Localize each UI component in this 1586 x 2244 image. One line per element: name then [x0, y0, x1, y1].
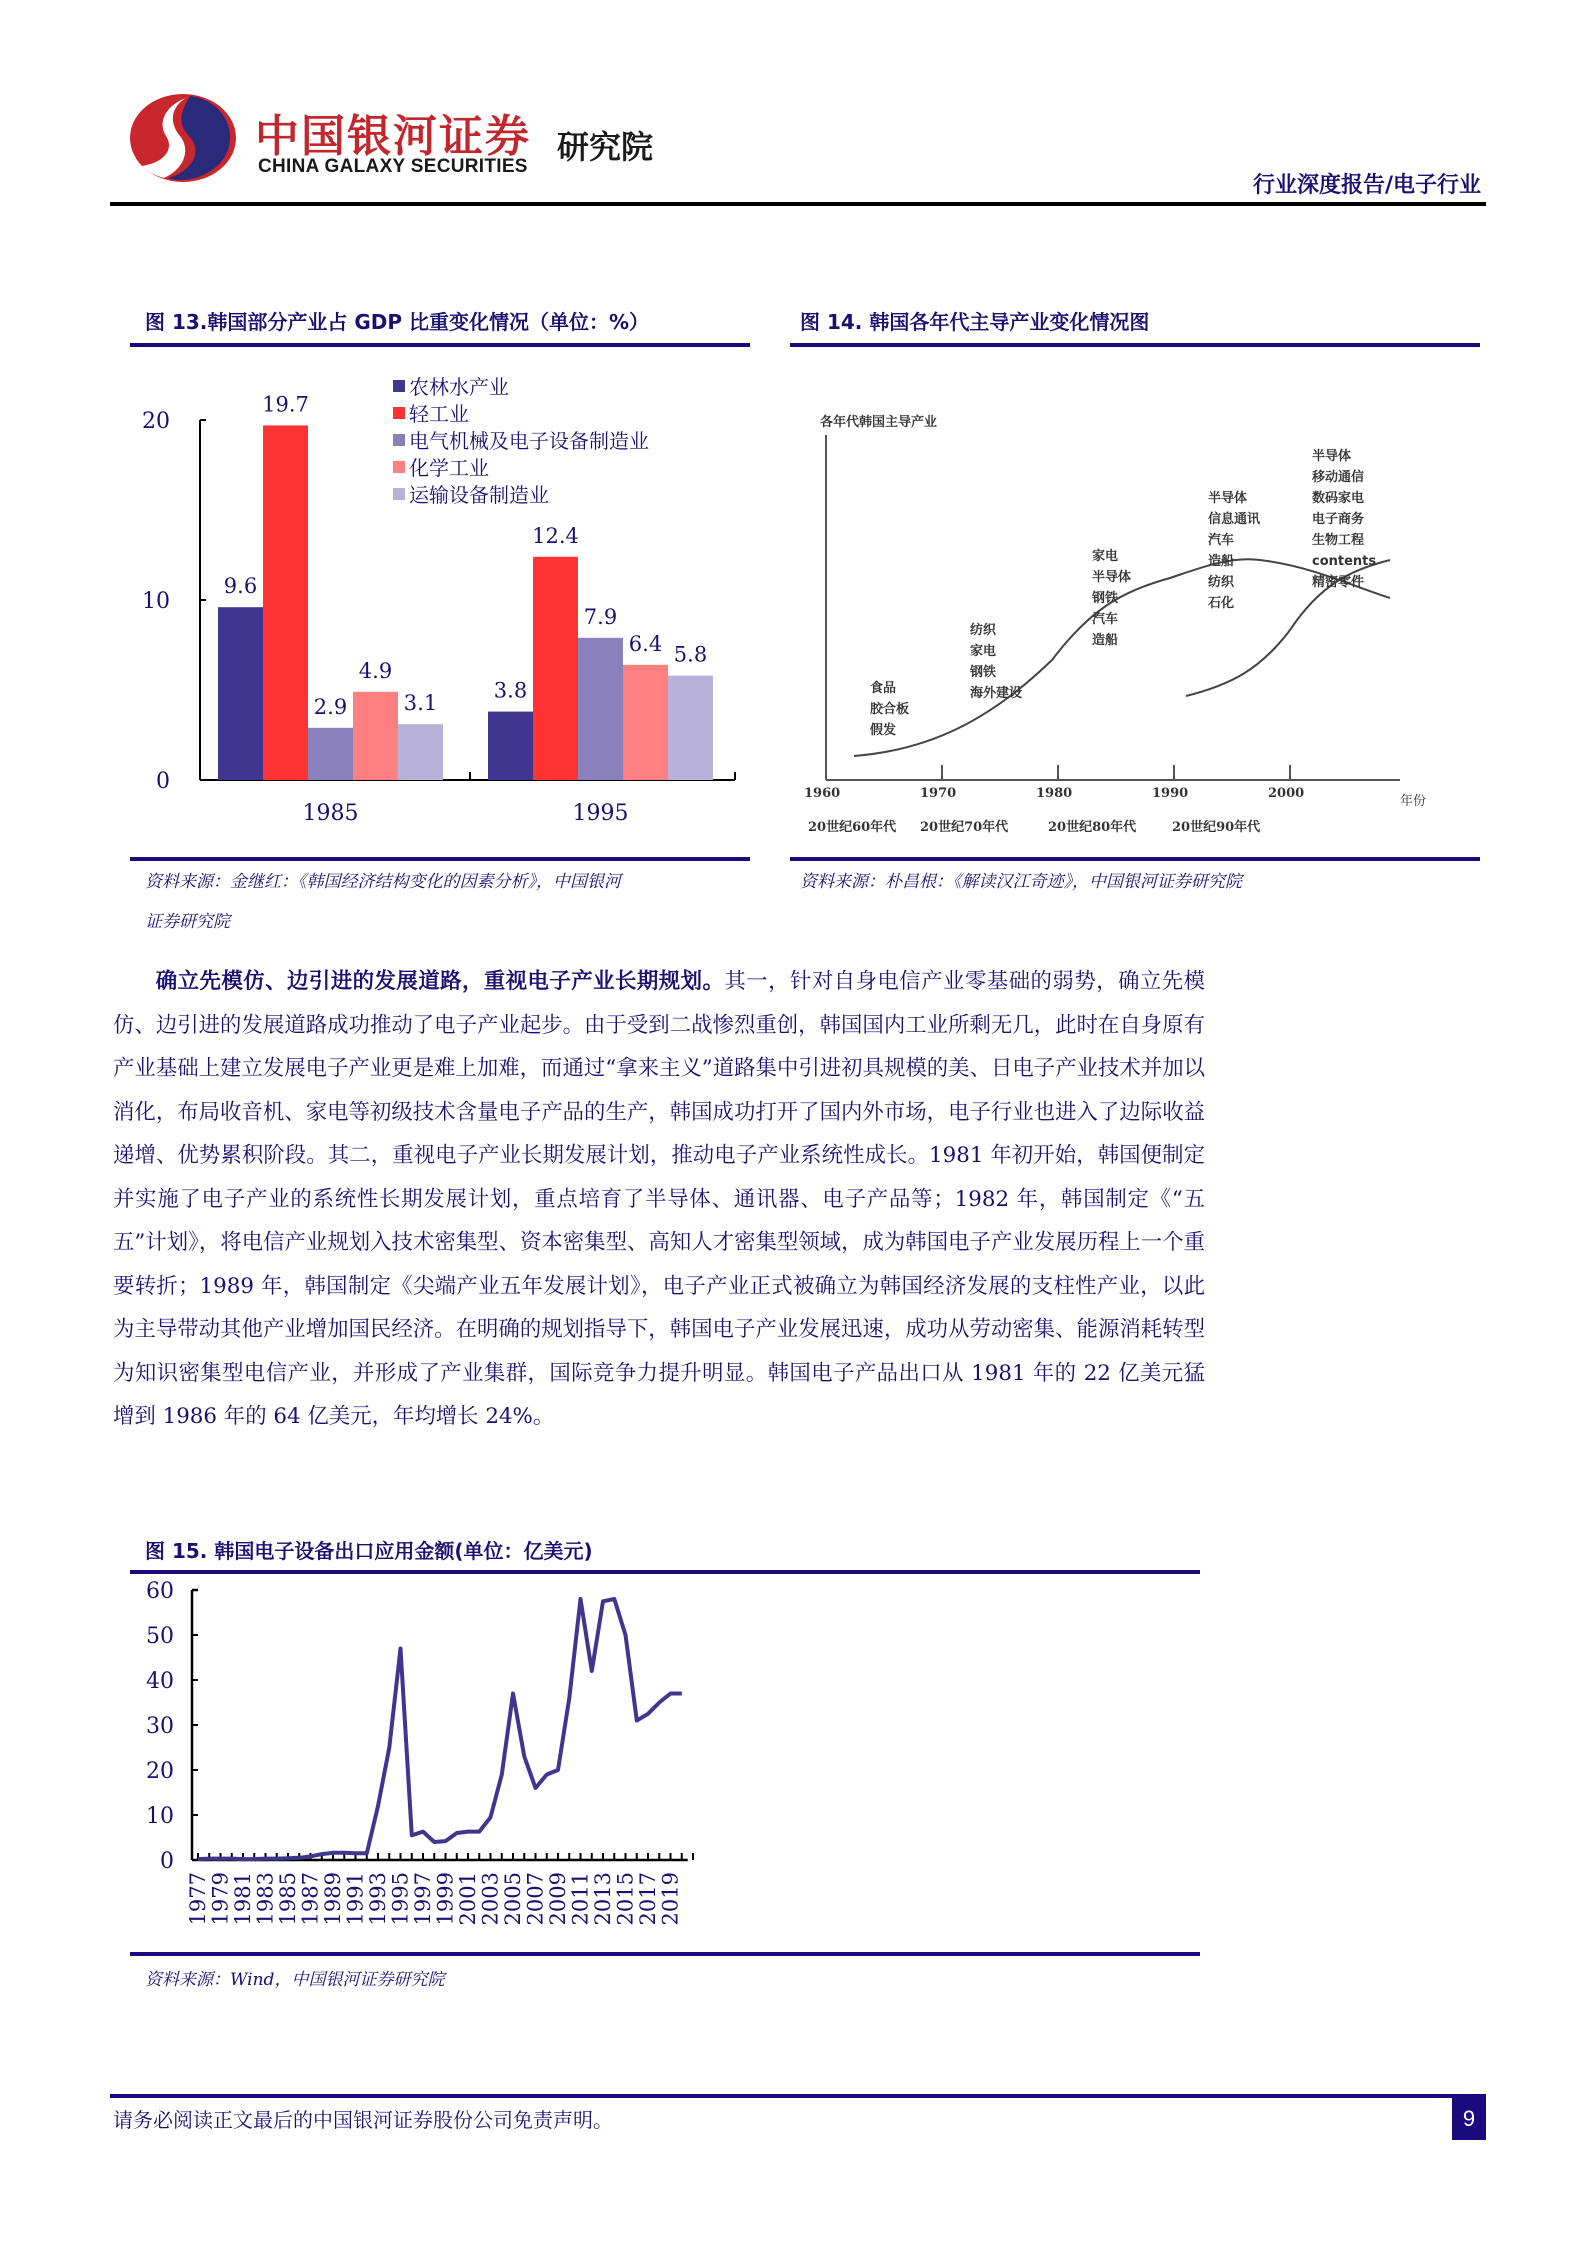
- legend-label: 农林水产业: [409, 375, 509, 399]
- bar: [668, 676, 713, 780]
- x-tick-label: 1970: [920, 786, 957, 801]
- bar-value-label: 12.4: [532, 523, 579, 548]
- bar: [533, 557, 578, 780]
- footer-disclaimer: 请务必阅读正文最后的中国银河证券股份公司免责声明。: [113, 2108, 613, 2132]
- figure13-source-rule: [130, 857, 750, 861]
- x-category-label: 1985: [302, 801, 359, 826]
- legend-item: [393, 480, 649, 507]
- bar: [488, 712, 533, 780]
- x-tick-label: 1990: [1152, 786, 1189, 801]
- legend-label: 轻工业: [409, 402, 469, 426]
- x-tick-label: 1997: [411, 1872, 435, 1926]
- x-tick-label: 1983: [253, 1872, 278, 1926]
- figure14-diagram: [790, 360, 1480, 850]
- figure14-title: 图 14. 韩国各年代主导产业变化情况图: [800, 310, 1150, 334]
- y-tick-label: 20: [142, 409, 170, 434]
- x-tick-label: 2007: [523, 1872, 548, 1926]
- bar-value-label: 4.9: [358, 658, 393, 683]
- x-tick-label: 1979: [208, 1872, 233, 1926]
- y-tick-label: 60: [146, 1579, 174, 1604]
- industry-label: contents: [1312, 554, 1377, 569]
- x-tick-label: 2013: [591, 1872, 615, 1926]
- figure14-title-rule: [790, 343, 1480, 347]
- figure14-curves: [790, 360, 1480, 850]
- figure13-title: 图 13.韩国部分产业占 GDP 比重变化情况（单位：%）: [145, 310, 650, 334]
- figure14-group-90s: [1208, 488, 1260, 614]
- legend-swatch-icon: [393, 407, 405, 419]
- x-tick-label: 2017: [636, 1872, 660, 1926]
- body-paragraph: [113, 960, 1205, 1439]
- figure14-group-60s: [870, 678, 909, 741]
- figure13-source: [145, 862, 745, 942]
- x-category-label: 1995: [572, 801, 629, 826]
- institute-label: 研究院: [557, 128, 654, 166]
- x-tick-label: 2019: [658, 1872, 683, 1926]
- industry-label: 移动通信: [1312, 470, 1365, 485]
- bar: [353, 692, 398, 780]
- figure14-y-axis-label: 各年代韩国主导产业: [820, 415, 938, 430]
- bar-value-label: 19.7: [262, 392, 309, 417]
- bar-value-label: 5.8: [673, 642, 708, 667]
- industry-label: 石化: [1208, 596, 1235, 611]
- figure13-title-rule: [130, 343, 750, 347]
- bar-value-label: 9.6: [223, 574, 258, 599]
- bar: [308, 728, 353, 780]
- header-divider: [110, 202, 1486, 206]
- legend-swatch-icon: [393, 380, 405, 392]
- industry-label: 造船: [1092, 633, 1119, 648]
- industry-label: 生物工程: [1312, 533, 1365, 548]
- body-lead-bold: 确立先模仿、边引进的发展道路，重视电子产业长期规划。: [155, 969, 725, 994]
- industry-label: 半导体: [1092, 570, 1132, 585]
- body-text: 其一，针对自身电信产业零基础的弱势，确立先模仿、边引进的发展道路成功推动了电子产业起步。由于受到二战惨烈重创，韩国国内工业所剩无几，此时在自身原有产业基础上建立发展电子产业更是难上加难，而通过“拿来主义”道路集中引进初具规模的美、日电子产业技术并加以消化，布局收音机、家电等初级技术含量电子产品的生产，韩国成功打开了国内外市场，电子行业也进入了边际收益递增、优势累积阶段。其二，重视电子产业长期发展计划，推动电子产业系统性成长。1981 年初开始，韩国便制定并实施了电子产业的系统性长期发展计划，重点培育了半导体、通讯器、电子产品等；1982 年，韩国制定《“五五”计划》，将电信产业规划入技术密集型、资本密集型、高知人才密集型领域，成为韩国电子产业发展历程上一个重要转折；1989 年，韩国制定《尖端产业五年发展计划》，电子产业正式被确立为韩国经济发展的支柱性产业，以此为主导带动其他产业增加国民经济。在明确的规划指导下，韩国电子产业发展迅速，成功从劳动密集、能源消耗转型为知识密集型电信产业，并形成了产业集群，国际竞争力提升明显。韩国电子产品出口从 1981 年的 22 亿美元猛增到 1986 年的 64 亿美元，年均增长 24%。: [113, 969, 1205, 1429]
- y-tick-label: 10: [146, 1804, 174, 1829]
- y-tick-label: 0: [160, 1849, 174, 1874]
- industry-label: 钢铁: [1092, 591, 1119, 606]
- industry-label: 精密零件: [1312, 575, 1365, 590]
- y-tick-label: 20: [146, 1759, 174, 1784]
- x-tick-label: 2001: [456, 1872, 480, 1926]
- decade-label: 20世纪90年代: [1172, 820, 1261, 835]
- x-tick-label: 1980: [1036, 786, 1073, 801]
- industry-label: 半导体: [1312, 449, 1352, 464]
- figure14-group-70s: [970, 620, 1022, 704]
- export-amount-line: [198, 1599, 682, 1859]
- legend-item: [393, 372, 649, 399]
- x-tick-label: 1995: [388, 1872, 413, 1926]
- decade-label: 20世纪70年代: [920, 820, 1009, 835]
- decade-label: 20世纪60年代: [808, 820, 897, 835]
- legend-label: 电气机械及电子设备制造业: [409, 429, 649, 453]
- footer-divider: [110, 2094, 1486, 2098]
- figure15-source: 资料来源：Wind，中国银河证券研究院: [145, 1970, 445, 1990]
- bar-value-label: 7.9: [583, 604, 618, 629]
- legend-swatch-icon: [393, 461, 405, 473]
- brand-name-cn: 中国银河证券: [255, 111, 531, 162]
- figure15-title: 图 15. 韩国电子设备出口应用金额(单位：亿美元): [145, 1539, 593, 1563]
- figure13-source-line2: 证券研究院: [145, 912, 230, 932]
- legend-item: [393, 399, 649, 426]
- x-tick-label: 2005: [501, 1872, 525, 1926]
- y-tick-label: 40: [146, 1669, 174, 1694]
- legend-label: 化学工业: [409, 456, 489, 480]
- y-tick-label: 0: [156, 769, 170, 794]
- x-tick-label: 1960: [804, 786, 841, 801]
- x-tick-label: 1977: [186, 1872, 210, 1926]
- brand-name-en: CHINA GALAXY SECURITIES: [258, 156, 528, 177]
- y-tick-label: 30: [146, 1714, 174, 1739]
- x-tick-label: 1987: [298, 1872, 323, 1926]
- x-tick-label: 1989: [321, 1872, 345, 1926]
- industry-label: 电子商务: [1312, 512, 1365, 527]
- x-tick-label: 1991: [343, 1872, 368, 1926]
- industry-label: 汽车: [1208, 533, 1235, 548]
- industry-label: 纺织: [970, 623, 997, 638]
- y-tick-label: 10: [142, 589, 170, 614]
- x-tick-label: 1999: [433, 1872, 458, 1926]
- industry-label: 信息通讯: [1208, 512, 1261, 527]
- figure13-source-line1: 资料来源：金继红：《韩国经济结构变化的因素分析》，中国银河: [145, 872, 621, 892]
- figure15-line-chart: [130, 1575, 1200, 1950]
- legend-swatch-icon: [393, 434, 405, 446]
- figure13-legend: [393, 372, 649, 507]
- figure14-x-axis-label: 年份: [1400, 794, 1427, 809]
- legend-item: [393, 453, 649, 480]
- bar-value-label: 6.4: [628, 631, 663, 656]
- industry-label: 半导体: [1208, 491, 1248, 506]
- decade-label: 20世纪80年代: [1048, 820, 1137, 835]
- bar: [398, 724, 443, 780]
- x-tick-label: 1981: [231, 1872, 255, 1926]
- legend-item: [393, 426, 649, 453]
- x-tick-label: 2011: [568, 1872, 593, 1926]
- figure14-source-rule: [790, 857, 1480, 861]
- industry-label: 家电: [970, 644, 997, 659]
- industry-label: 食品: [870, 681, 897, 696]
- legend-swatch-icon: [393, 488, 405, 500]
- report-type: 行业深度报告/电子行业: [1252, 173, 1481, 198]
- y-tick-label: 50: [146, 1624, 174, 1649]
- industry-label: 胶合板: [870, 702, 910, 717]
- bar-value-label: 3.1: [403, 691, 438, 716]
- bar: [263, 425, 308, 780]
- x-tick-label: 2000: [1268, 786, 1305, 801]
- industry-label: 假发: [870, 723, 897, 738]
- x-tick-label: 2009: [546, 1872, 570, 1926]
- industry-label: 造船: [1208, 554, 1235, 569]
- figure14-group-80s: [1092, 546, 1131, 651]
- industry-label: 纺织: [1208, 575, 1235, 590]
- x-tick-label: 1993: [366, 1872, 390, 1926]
- x-tick-label: 2003: [478, 1872, 503, 1926]
- figure14-source: 资料来源：朴昌根：《解读汉江奇迹》，中国银河证券研究院: [800, 872, 1242, 892]
- legend-label: 运输设备制造业: [409, 483, 549, 507]
- bar-value-label: 3.8: [493, 678, 528, 703]
- industry-label: 海外建设: [970, 686, 1023, 701]
- industry-label: 家电: [1092, 549, 1119, 564]
- x-tick-label: 1985: [276, 1872, 300, 1926]
- bar: [578, 638, 623, 780]
- x-tick-label: 2015: [613, 1872, 638, 1926]
- bar-value-label: 2.9: [313, 694, 348, 719]
- bar: [218, 607, 263, 780]
- industry-label: 汽车: [1092, 612, 1119, 627]
- bar: [623, 665, 668, 780]
- page-number: 9: [1452, 2098, 1486, 2140]
- industry-label: 数码家电: [1312, 491, 1365, 506]
- figure14-group-2000s: [1312, 446, 1376, 593]
- figure15-source-rule: [130, 1952, 1200, 1956]
- figure15-title-rule: [130, 1570, 1200, 1574]
- industry-label: 钢铁: [970, 665, 997, 680]
- china-galaxy-logo-icon: [128, 92, 238, 184]
